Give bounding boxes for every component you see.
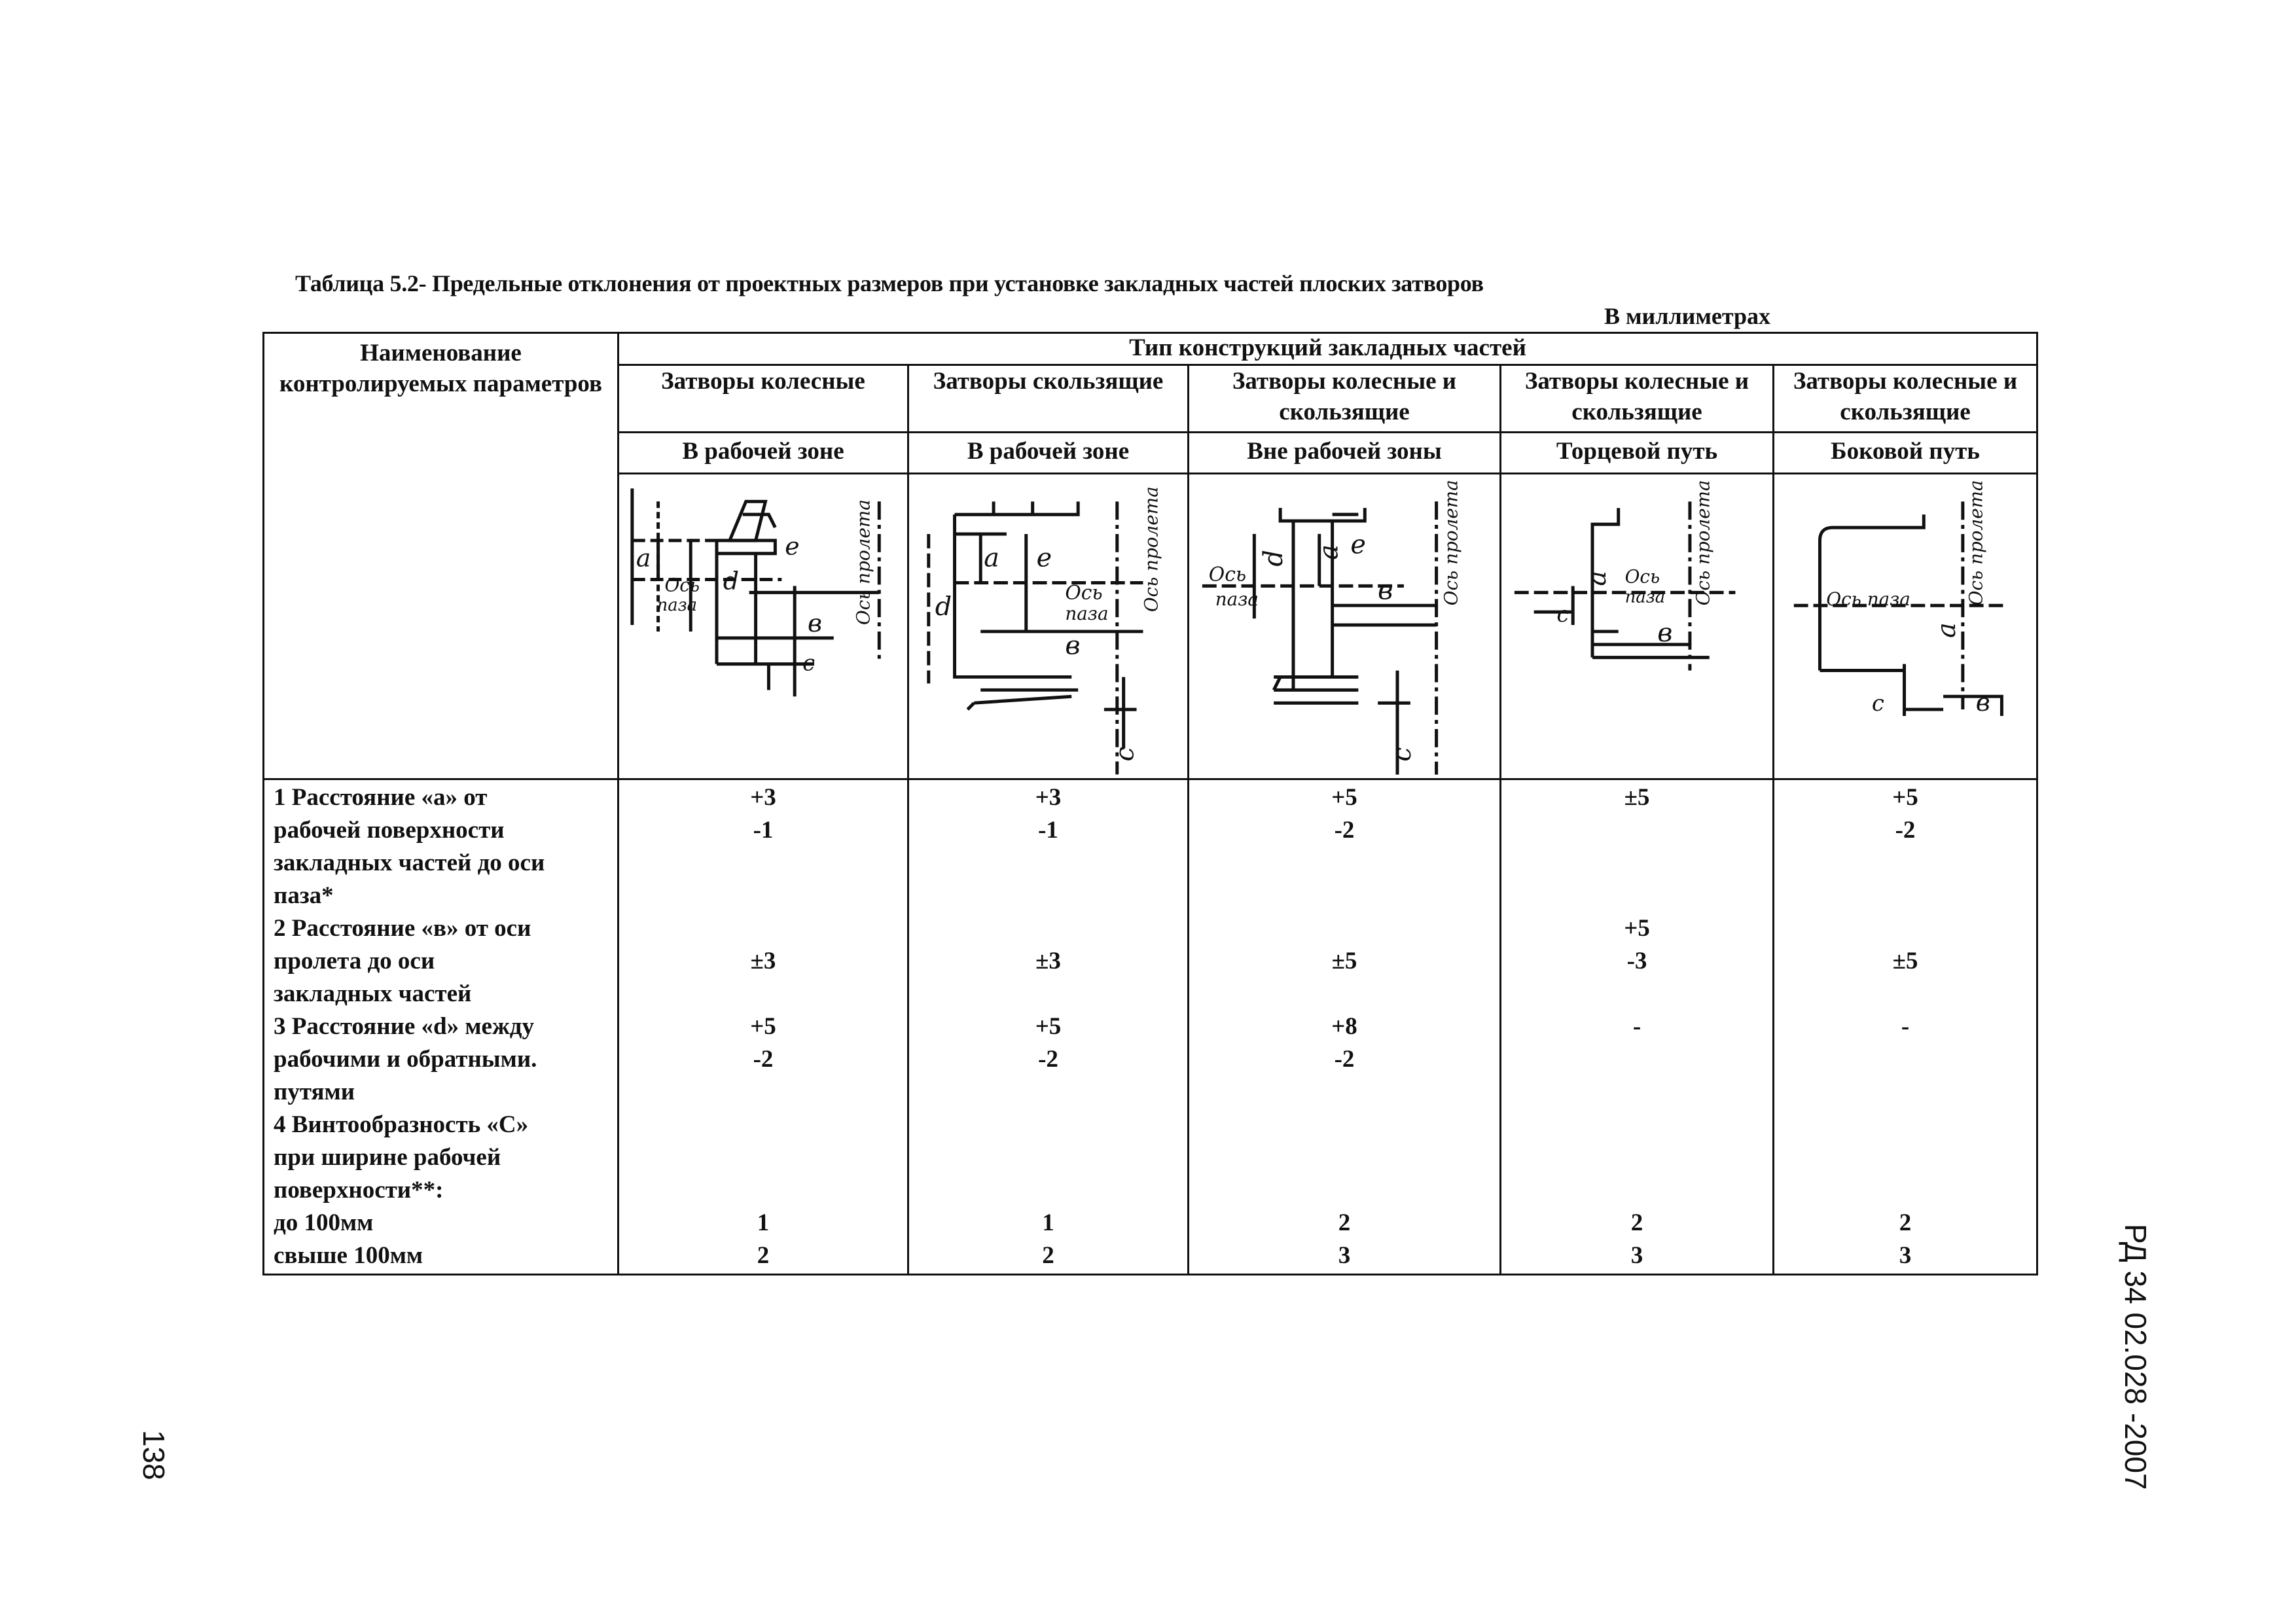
value — [619, 1174, 907, 1207]
col-type-5: Затворы колесные и скользящие — [1774, 365, 2037, 433]
fig2-label-e: е — [1036, 543, 1052, 573]
fig2-label-c: с — [1109, 747, 1140, 762]
value — [1189, 912, 1499, 945]
value: +5 — [1892, 784, 1918, 811]
table-caption: Таблица 5.2- Предельные отклонения от проектных размеров при установке закладных частей плоских затворов — [295, 270, 1484, 296]
fig2-label-axis: Ось — [1065, 581, 1103, 605]
fig1-label-b: в — [808, 608, 823, 637]
value — [1774, 912, 2036, 945]
value — [909, 1076, 1187, 1109]
value — [1189, 847, 1499, 880]
value — [1189, 1109, 1499, 1141]
value: 2 — [1899, 1209, 1912, 1236]
fig2-label-groove: паза — [1065, 603, 1109, 625]
fig3-label-e: е — [1350, 529, 1366, 560]
values-col-5 — [1774, 779, 2037, 1275]
fig1-label-e: е — [785, 531, 800, 561]
value — [1774, 1141, 2036, 1174]
value: -2 — [753, 1046, 774, 1073]
param-line: до 100мм — [274, 1209, 374, 1236]
param-line: закладных частей до оси — [274, 849, 545, 876]
value: ±5 — [1624, 784, 1650, 811]
value: 2 — [1042, 1242, 1054, 1269]
fig3-label-span-axis: Ось пролета — [1440, 480, 1462, 606]
param-line: пролета до оси — [274, 948, 435, 974]
col-type-2: Затворы скользящие — [908, 365, 1189, 433]
value — [1189, 1076, 1499, 1109]
value: 2 — [757, 1242, 770, 1269]
col-zone-3: Вне рабочей зоны — [1189, 433, 1501, 474]
value: +5 — [1331, 784, 1357, 811]
col-zone-2: В рабочей зоне — [908, 433, 1189, 474]
value: +3 — [750, 784, 776, 811]
value — [1774, 1174, 2036, 1207]
tolerance-table — [262, 332, 2038, 1275]
fig5-label-c: с — [1871, 690, 1884, 717]
value — [619, 912, 907, 945]
value: +5 — [1624, 915, 1650, 942]
value: +5 — [750, 1013, 776, 1040]
col-type-1: Затворы колесные — [619, 365, 908, 433]
fig3-label-d: d — [1259, 550, 1289, 567]
value — [1189, 1141, 1499, 1174]
value — [1189, 1174, 1499, 1207]
fig3-label-b: в — [1378, 575, 1393, 606]
value — [909, 880, 1187, 912]
figure-sliding-working-zone — [909, 474, 1187, 778]
value — [1189, 880, 1499, 912]
param-line: 1 Расстояние «а» от — [274, 784, 488, 811]
col-type-4: Затворы колесные и скользящие — [1501, 365, 1774, 433]
value: -2 — [1038, 1046, 1058, 1073]
value — [1774, 1076, 2036, 1109]
value: - — [1901, 1013, 1910, 1040]
figure-cell-4 — [1501, 474, 1774, 779]
value — [1774, 978, 2036, 1010]
param-line: паза* — [274, 882, 334, 909]
param-line: 3 Расстояние «d» между — [274, 1013, 535, 1040]
param-line: рабочей поверхности — [274, 817, 505, 844]
fig1-label-span-axis: Ось пролета — [852, 499, 874, 626]
value — [1501, 814, 1772, 847]
value: -3 — [1626, 948, 1647, 974]
param-header: Наименование контролируемых параметров — [279, 340, 602, 397]
value — [619, 1141, 907, 1174]
figure-side-track — [1774, 474, 2036, 778]
fig4-label-b: в — [1657, 617, 1673, 648]
value: - — [1632, 1013, 1641, 1040]
figure-cell-2 — [908, 474, 1189, 779]
fig3-label-axis: Ось — [1208, 563, 1247, 586]
fig2-label-span-axis: Ось пролета — [1140, 486, 1162, 613]
col-zone-4: Торцевой путь — [1501, 433, 1774, 474]
fig1-label-axis: Ось — [664, 574, 700, 596]
value: 2 — [1338, 1209, 1351, 1236]
value — [619, 847, 907, 880]
fig1-label-d: d — [723, 566, 740, 596]
value — [619, 1109, 907, 1141]
value — [909, 1141, 1187, 1174]
figure-out-of-working-zone — [1189, 474, 1499, 778]
value: ±3 — [750, 948, 776, 974]
param-line: свыше 100мм — [274, 1242, 423, 1269]
fig5-label-b: в — [1975, 688, 1990, 717]
value — [1501, 978, 1772, 1010]
fig5-label-span-axis: Ось пролета — [1965, 480, 1987, 606]
value — [619, 880, 907, 912]
figure-end-track — [1501, 474, 1772, 778]
value: 1 — [1042, 1209, 1054, 1236]
value — [909, 978, 1187, 1010]
param-line: при ширине рабочей — [274, 1144, 501, 1171]
value: -1 — [1038, 817, 1058, 844]
param-header-cell — [264, 333, 619, 779]
value — [619, 1076, 907, 1109]
fig2-label-b: в — [1065, 630, 1081, 661]
value — [1189, 978, 1499, 1010]
value: -2 — [1334, 817, 1355, 844]
fig2-label-d: d — [935, 592, 952, 622]
values-col-4 — [1501, 779, 1774, 1275]
fig1-label-a: а — [636, 543, 651, 573]
param-list — [264, 779, 619, 1275]
page-number: 138 — [137, 1430, 171, 1480]
value: 3 — [1630, 1242, 1643, 1269]
value — [1774, 880, 2036, 912]
value: ±5 — [1892, 948, 1918, 974]
value — [1501, 1043, 1772, 1076]
value — [1501, 880, 1772, 912]
value: 2 — [1630, 1209, 1643, 1236]
value — [909, 1174, 1187, 1207]
value: ±3 — [1035, 948, 1061, 974]
fig1-label-c: с — [802, 650, 815, 676]
fig3-label-a: а — [1314, 544, 1344, 560]
fig5-label-axis-groove: Ось паза — [1826, 588, 1910, 611]
col-zone-1: В рабочей зоне — [619, 433, 908, 474]
fig1-label-groove: паза — [656, 596, 698, 616]
figure-wheeled-working-zone — [619, 474, 907, 778]
param-line: 2 Расстояние «в» от оси — [274, 915, 531, 942]
value: +8 — [1331, 1013, 1357, 1040]
value — [1774, 1043, 2036, 1076]
document-code: РД 34 02.028 -2007 — [2119, 1224, 2153, 1490]
fig4-label-groove: паза — [1624, 587, 1666, 607]
col-zone-5: Боковой путь — [1774, 433, 2037, 474]
param-line: 4 Винтообразность «С» — [274, 1111, 529, 1138]
value — [1501, 847, 1772, 880]
value: -1 — [753, 817, 774, 844]
figure-cell-1 — [619, 474, 908, 779]
value: +5 — [1035, 1013, 1062, 1040]
param-line: поверхности**: — [274, 1177, 444, 1204]
fig3-label-c: с — [1386, 747, 1417, 762]
fig4-label-axis: Ось — [1624, 565, 1660, 588]
value: 3 — [1338, 1242, 1351, 1269]
value — [619, 978, 907, 1010]
fig3-label-groove: паза — [1215, 588, 1259, 611]
param-line: закладных частей — [274, 980, 472, 1007]
param-line: путями — [274, 1079, 355, 1105]
value: +3 — [1035, 784, 1062, 811]
fig5-label-a: а — [1931, 622, 1962, 638]
value — [909, 1109, 1187, 1141]
group-header: Тип конструкций закладных частей — [619, 333, 2037, 365]
value — [1501, 1109, 1772, 1141]
value: ±5 — [1331, 948, 1357, 974]
value — [1501, 1141, 1772, 1174]
values-col-3 — [1189, 779, 1501, 1275]
value: -2 — [1895, 817, 1916, 844]
col-type-3: Затворы колесные и скользящие — [1189, 365, 1501, 433]
value — [1501, 1174, 1772, 1207]
value: 3 — [1899, 1242, 1912, 1269]
fig2-label-a: а — [984, 543, 999, 573]
value — [909, 847, 1187, 880]
figure-cell-3 — [1189, 474, 1501, 779]
value — [1501, 1076, 1772, 1109]
value: 1 — [757, 1209, 770, 1236]
value — [909, 912, 1187, 945]
values-col-1 — [619, 779, 908, 1275]
value: -2 — [1334, 1046, 1355, 1073]
fig4-label-span-axis: Ось пролета — [1692, 480, 1714, 606]
fig4-label-c: с — [1556, 601, 1570, 628]
units-note: В миллиметрах — [1604, 303, 1771, 329]
value — [1774, 1109, 2036, 1141]
figure-cell-5 — [1774, 474, 2037, 779]
param-line: рабочими и обратными. — [274, 1046, 537, 1073]
value — [1774, 847, 2036, 880]
values-col-2 — [908, 779, 1189, 1275]
fig4-label-a: а — [1581, 570, 1612, 586]
